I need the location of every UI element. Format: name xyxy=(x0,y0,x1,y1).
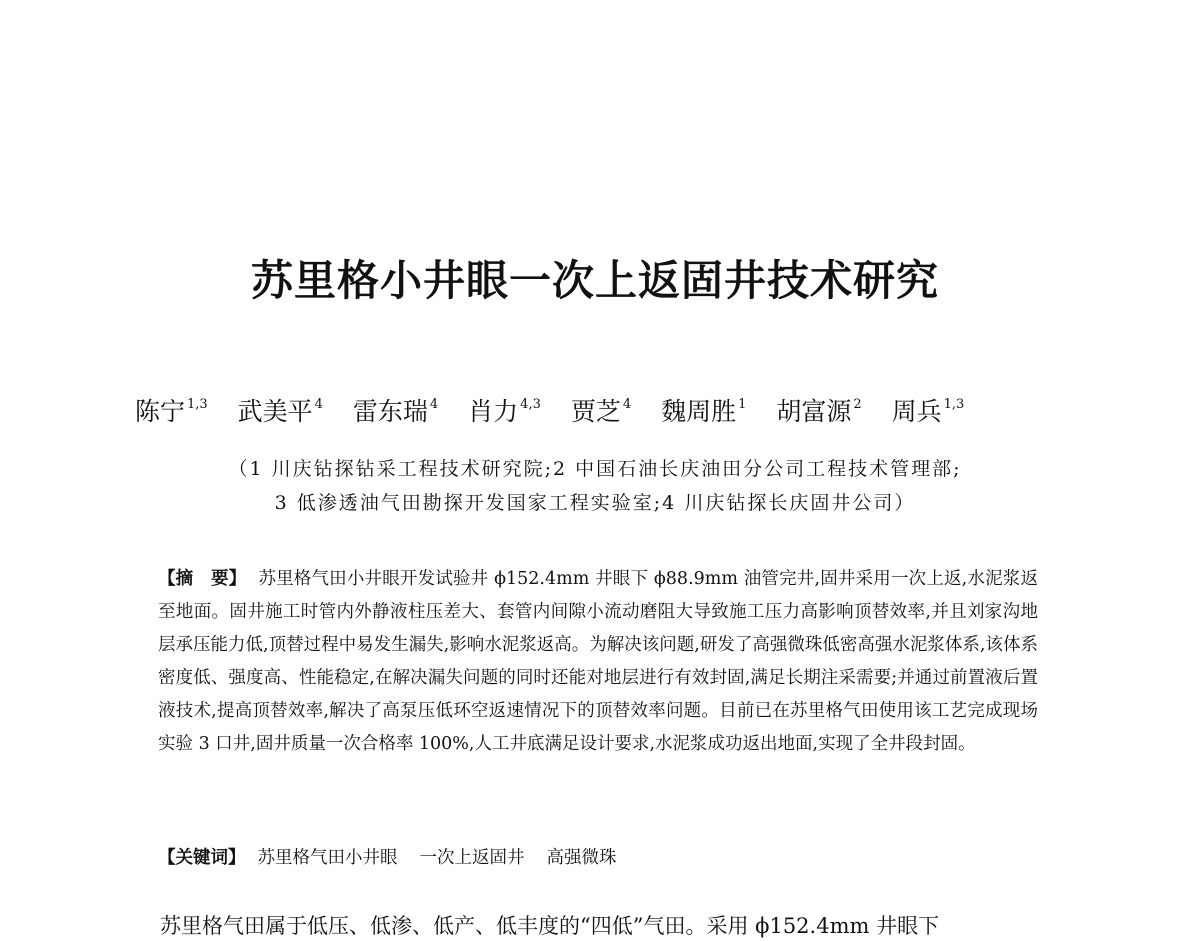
author-affiliation-mark: 1,3 xyxy=(187,397,208,412)
author-name: 肖力 xyxy=(468,397,519,426)
author-name: 贾芝 xyxy=(570,397,621,426)
keyword: 一次上返固井 xyxy=(419,848,525,868)
abstract-text: 苏里格气田小井眼开发试验井 ϕ152.4mm 井眼下 ϕ88.9mm 油管完井,固井采用一次上返,水泥浆返至地面。固井施工时管内外静液柱压差大、套管内间隙小流动磨阻大导致施工压力高影响顶替效率,并且刘家沟地层承压能力低,顶替过程中易发生漏失,影响水泥浆返高。为解决该问题,研发了高强微珠低密高强水泥浆体系,该体系密度低、强度高、性能稳定,在解决漏失问题的同时还能对地层进行有效封固,满足长期注采需要;并通过前置液后置液技术,提高顶替效率,解决了高泵压低环空返速情况下的顶替效率问题。目前已在苏里格气田使用该工艺完成现场实验 3 口井,固井质量一次合格率 100%,人工井底满足设计要求,水泥浆成功返出地面,实现了全井段封固。 xyxy=(158,569,1038,754)
keywords-label: 【关键词】 xyxy=(158,848,246,868)
affiliation-line-1: （1 川庆钻探钻采工程技术研究院;2 中国石油长庆油田分公司工程技术管理部; xyxy=(228,458,962,480)
author-name: 胡富源 xyxy=(776,397,852,426)
author xyxy=(353,392,438,428)
author-affiliation-mark: 4 xyxy=(314,397,323,412)
author xyxy=(892,392,965,428)
author xyxy=(238,392,323,428)
author xyxy=(661,392,746,428)
author-affiliation-mark: 4 xyxy=(429,397,439,412)
author-affiliation-mark: 4 xyxy=(622,397,632,412)
author-name: 魏周胜 xyxy=(661,397,737,426)
author xyxy=(135,392,208,428)
body-paragraph-first-line: 苏里格气田属于低压、低渗、低产、低丰度的“四低”气田。采用 ϕ152.4mm 井眼下 xyxy=(160,914,940,938)
author-affiliation-mark: 4,3 xyxy=(520,397,541,412)
author-name: 陈宁 xyxy=(135,397,186,426)
abstract-label: 【摘 要】 xyxy=(158,569,247,589)
author xyxy=(776,392,861,428)
author-affiliation-mark: 1,3 xyxy=(943,397,965,412)
author-affiliation-mark: 1 xyxy=(738,397,747,412)
author-list xyxy=(135,392,1065,428)
author xyxy=(468,392,541,428)
author-name: 武美平 xyxy=(237,397,313,426)
author-name: 周兵 xyxy=(891,397,942,426)
keyword: 苏里格气田小井眼 xyxy=(257,848,398,868)
keyword: 高强微珠 xyxy=(546,848,617,868)
abstract xyxy=(158,563,1038,761)
keywords xyxy=(158,842,1038,875)
affiliation-line-2: 3 低渗透油气田勘探开发国家工程实验室;4 川庆钻探长庆固井公司） xyxy=(274,492,916,514)
paper-title: 苏里格小井眼一次上返固井技术研究 xyxy=(250,256,939,305)
author-name: 雷东瑞 xyxy=(352,397,428,426)
author-affiliation-mark: 2 xyxy=(853,397,862,412)
author xyxy=(571,392,631,428)
